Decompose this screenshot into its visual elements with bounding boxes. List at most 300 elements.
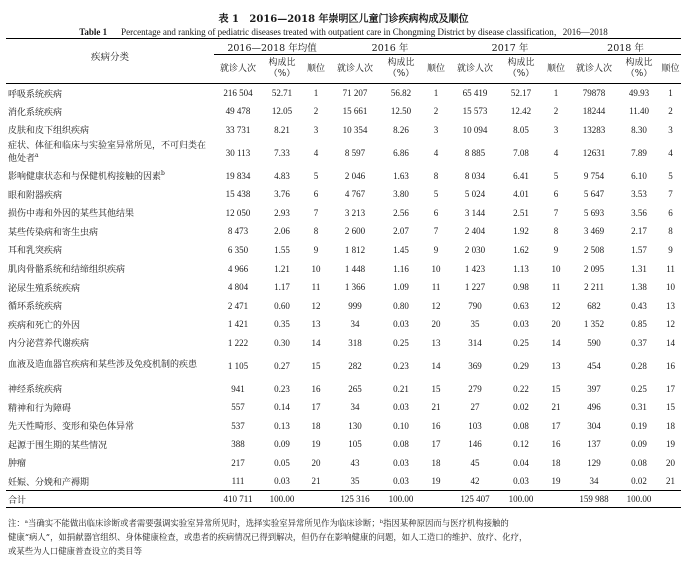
ratio-cell: 2.93: [274, 207, 290, 218]
visits-cell: 1 812: [344, 244, 366, 255]
visits-cell: 4 804: [227, 282, 249, 293]
disease-name-text: 循环系统疾病: [8, 302, 63, 313]
ratio-cell: 52.71: [271, 88, 293, 99]
disease-name: [6, 296, 214, 315]
visits-cell: 9 754: [583, 170, 605, 181]
ratio-cell: 12.05: [271, 106, 293, 117]
disease-name: [6, 472, 214, 491]
ratio-cell: 0.08: [393, 439, 409, 450]
rank-cell: 6: [553, 189, 559, 200]
visits-cell: 2 508: [583, 244, 605, 255]
rank-cell: 1: [553, 88, 559, 99]
ratio-cell: 2.51: [513, 207, 529, 218]
visits-cell: 125 316: [340, 494, 370, 505]
visits-cell: 5 693: [583, 207, 605, 218]
ratio-cell: 0.12: [513, 439, 529, 450]
footnote-line: 健康“病人”，如捐献器官组织、身体健康检查，或患者的疾病情况已得到解决，但仍存在影响健康的问题，如人工造口的维护、放疗、化疗，: [8, 532, 528, 542]
visits-cell: 1 366: [344, 282, 366, 293]
visits-cell: 105: [348, 439, 362, 450]
ratio-cell: 0.02: [513, 402, 529, 413]
group-header-2016: 2016 年: [330, 39, 450, 55]
disease-name-text: 内分泌营养代谢疾病: [8, 339, 90, 350]
ratio-cell: 0.09: [274, 439, 290, 450]
rank-cell: 4: [313, 147, 319, 158]
ratio-cell: 4.83: [274, 170, 290, 181]
rank-cell: 14: [311, 337, 321, 348]
visits-cell: 388: [231, 439, 245, 450]
table-row: [6, 416, 681, 435]
col-header-ratio: 构成比（%）: [625, 58, 653, 79]
visits-cell: 65 419: [462, 88, 488, 99]
table-row: [6, 379, 681, 398]
disease-name: [6, 166, 214, 185]
ratio-cell: 52.17: [510, 88, 532, 99]
footnote: [8, 516, 680, 558]
table-row: [6, 278, 681, 297]
rank-cell: 12: [311, 300, 321, 311]
disease-name-text: 眼和附器疾病: [8, 190, 63, 201]
table-title-en-text: Percentage and ranking of pediatric diseases treated with outpatient care in Chongming District by disease classification，2016—2018: [121, 27, 608, 37]
visits-cell: 2 211: [584, 282, 604, 293]
ratio-cell: 1.45: [393, 244, 409, 255]
ratio-cell: 0.09: [631, 439, 647, 450]
ratio-cell: 0.43: [631, 300, 647, 311]
ratio-cell: 2.06: [274, 226, 290, 237]
visits-cell: 34: [589, 476, 599, 487]
ratio-cell: 100.00: [508, 494, 534, 505]
rank-cell: 21: [431, 402, 441, 413]
rank-cell: 18: [551, 457, 561, 468]
rank-cell: 15: [666, 402, 676, 413]
table-row: [6, 121, 681, 140]
ratio-cell: 12.50: [390, 106, 412, 117]
visits-cell: 34: [350, 319, 360, 330]
disease-name-text: 妊娠、分娩和产褥期: [8, 477, 90, 488]
visits-cell: 35: [350, 476, 360, 487]
ratio-cell: 0.02: [631, 476, 647, 487]
visits-cell: 265: [348, 383, 362, 394]
visits-cell: 8 034: [464, 170, 486, 181]
ratio-cell: 0.03: [393, 319, 409, 330]
ratio-cell: 0.03: [513, 476, 529, 487]
rank-cell: 17: [431, 439, 441, 450]
visits-cell: 18244: [582, 106, 606, 117]
ratio-cell: 1.92: [513, 226, 529, 237]
visits-cell: 304: [587, 420, 601, 431]
rank-cell: 20: [551, 319, 561, 330]
ratio-cell: 100.00: [269, 494, 295, 505]
table-row: [6, 454, 681, 473]
ratio-cell: 3.53: [631, 189, 647, 200]
table-title-en: [0, 25, 687, 38]
visits-cell: 282: [348, 360, 362, 371]
table-row: [6, 398, 681, 417]
ratio-cell: 0.29: [513, 360, 529, 371]
rank-cell: 1: [313, 88, 319, 99]
rank-cell: 15: [311, 360, 321, 371]
ratio-cell: 2.17: [631, 226, 647, 237]
footnote-marker: b: [161, 170, 165, 178]
group-header-avg: 2016—2018 年均值: [214, 39, 330, 55]
rank-cell: 11: [431, 282, 441, 293]
visits-cell: 1 352: [583, 319, 605, 330]
visits-cell: 590: [587, 337, 601, 348]
ratio-cell: 7.33: [274, 147, 290, 158]
disease-name-text: 先天性畸形、变形和染色体异常: [8, 422, 135, 433]
rank-cell: 12: [431, 300, 441, 311]
visits-cell: 2 046: [344, 170, 366, 181]
group-header-2017: 2017 年: [450, 39, 570, 55]
visits-cell: 45: [470, 457, 480, 468]
ratio-cell: 0.04: [513, 457, 529, 468]
visits-cell: 217: [231, 457, 245, 468]
rank-cell: [422, 491, 450, 508]
rank-cell: 21: [551, 402, 561, 413]
rank-cell: 2: [668, 106, 673, 117]
ratio-cell: 3.76: [274, 189, 290, 200]
rank-cell: 21: [311, 476, 321, 487]
ratio-cell: 0.08: [631, 457, 647, 468]
visits-cell: 103: [468, 420, 482, 431]
rank-cell: 13: [551, 360, 561, 371]
visits-cell: 12 050: [225, 207, 251, 218]
rank-cell: 5: [313, 170, 319, 181]
col-header-rank: 顺位: [307, 63, 326, 74]
table-row: [6, 102, 681, 121]
ratio-cell: 0.14: [274, 402, 290, 413]
rank-cell: 9: [313, 244, 319, 255]
table-label-en: Table 1: [79, 27, 108, 37]
visits-cell: 1 423: [464, 263, 486, 274]
disease-name-text: 肌肉骨骼系统和结缔组织疾病: [8, 265, 126, 276]
visits-cell: 3 213: [344, 207, 366, 218]
visits-cell: 1 227: [464, 282, 486, 293]
visits-cell: 790: [468, 300, 482, 311]
rank-cell: 10: [431, 263, 441, 274]
ratio-cell: 0.25: [513, 337, 529, 348]
rank-cell: 1: [433, 88, 439, 99]
ratio-cell: 0.98: [513, 282, 529, 293]
visits-cell: 1 421: [227, 319, 249, 330]
ratio-cell: 2.07: [393, 226, 409, 237]
ratio-cell: 3.56: [631, 207, 647, 218]
ratio-cell: 0.25: [631, 383, 647, 394]
ratio-cell: 100.00: [626, 494, 652, 505]
table-row: [6, 472, 681, 491]
table-row: [6, 315, 681, 334]
visits-cell: 130: [348, 420, 362, 431]
rank-cell: 15: [551, 383, 561, 394]
rank-cell: 2: [553, 106, 559, 117]
rank-cell: 8: [668, 226, 673, 237]
visits-cell: 2 471: [227, 300, 249, 311]
rank-cell: 4: [553, 147, 559, 158]
col-header-rank: 顺位: [547, 63, 566, 74]
visits-cell: 12631: [582, 147, 606, 158]
disease-name-text: 神经系统疾病: [8, 385, 63, 396]
disease-name-text: 消化系统疾病: [8, 107, 63, 118]
rank-cell: 5: [553, 170, 559, 181]
ratio-cell: 2.56: [393, 207, 409, 218]
visits-cell: 496: [587, 402, 601, 413]
visits-cell: 42: [470, 476, 480, 487]
rank-cell: 9: [553, 244, 559, 255]
visits-cell: 941: [231, 383, 245, 394]
visits-cell: 2 030: [464, 244, 486, 255]
group-header-2018: 2018 年: [570, 39, 681, 55]
visits-cell: 3 144: [464, 207, 486, 218]
ratio-cell: 1.55: [274, 244, 290, 255]
rank-cell: 2: [313, 106, 319, 117]
visits-cell: 1 105: [227, 360, 249, 371]
ratio-cell: 6.86: [393, 147, 409, 158]
visits-cell: 4 767: [344, 189, 366, 200]
visits-cell: 1 222: [227, 337, 249, 348]
visits-cell: 111: [231, 476, 245, 487]
visits-cell: 318: [348, 337, 362, 348]
ratio-cell: 0.25: [393, 337, 409, 348]
visits-cell: 8 597: [344, 147, 366, 158]
rank-cell: 13: [666, 300, 676, 311]
rank-cell: 19: [311, 439, 321, 450]
ratio-cell: 0.22: [513, 383, 529, 394]
ratio-cell: 1.62: [513, 244, 529, 255]
rank-cell: 2: [433, 106, 439, 117]
ratio-cell: 0.27: [274, 360, 290, 371]
disease-name: [6, 84, 214, 103]
visits-cell: 279: [468, 383, 482, 394]
rank-cell: 7: [433, 226, 439, 237]
ratio-cell: 1.38: [631, 282, 647, 293]
rank-cell: 6: [433, 207, 439, 218]
disease-name: [6, 352, 214, 379]
ratio-cell: 0.19: [631, 420, 647, 431]
table-row: [6, 334, 681, 353]
ratio-cell: 0.03: [513, 319, 529, 330]
ratio-cell: 0.13: [274, 420, 290, 431]
disease-name: [6, 139, 214, 166]
visits-cell: 79878: [582, 88, 606, 99]
disease-name-text: 症状、体征和临床与实验室异常所见，不可归类在他处者: [8, 140, 207, 165]
ratio-cell: 1.31: [631, 263, 647, 274]
col-header-rank: 顺位: [427, 63, 446, 74]
visits-cell: 10 094: [462, 124, 488, 135]
rank-cell: 1: [668, 88, 673, 99]
footnote-line: 注：ᵃ当确实不能做出临床诊断或者需要强调实验室异常所见时，选择实验室异常所见作为临床诊断；ᵇ指因某种原因而与医疗机构接触的: [8, 518, 509, 528]
visits-cell: 682: [587, 300, 601, 311]
ratio-cell: 100.00: [388, 494, 414, 505]
visits-cell: 4 966: [227, 263, 249, 274]
disease-name: [6, 379, 214, 398]
table-row: [6, 222, 681, 241]
ratio-cell: 11.40: [629, 106, 649, 117]
disease-name-text: 精神和行为障碍: [8, 403, 72, 414]
visits-cell: 15 661: [342, 106, 368, 117]
disease-name-text: 血液及造血器官疾病和某些涉及免疫机制的疾患: [8, 360, 198, 371]
rank-cell: 10: [666, 282, 676, 293]
col-header-visits: 就诊人次: [576, 63, 613, 74]
ratio-cell: 8.05: [513, 124, 529, 135]
rank-cell: 3: [553, 124, 559, 135]
ratio-cell: 6.10: [631, 170, 647, 181]
ratio-cell: 7.89: [631, 147, 647, 158]
ratio-cell: 1.09: [393, 282, 409, 293]
ratio-cell: 7.08: [513, 147, 529, 158]
ratio-cell: 12.42: [510, 106, 532, 117]
rank-cell: 16: [431, 420, 441, 431]
rank-cell: 6: [313, 189, 319, 200]
table-title-cn: [0, 10, 687, 25]
rank-cell: 20: [666, 457, 676, 468]
table-row: [6, 185, 681, 204]
rank-cell: 19: [551, 476, 561, 487]
rank-cell: 7: [668, 189, 673, 200]
visits-cell: 5 024: [464, 189, 486, 200]
visits-cell: 314: [468, 337, 482, 348]
disease-name-text: 泌尿生殖系统疾病: [8, 283, 81, 294]
rank-cell: 10: [551, 263, 561, 274]
visits-cell: 19 834: [225, 170, 251, 181]
col-header-ratio: 构成比（%）: [268, 58, 296, 79]
visits-cell: 999: [348, 300, 362, 311]
ratio-cell: 56.82: [390, 88, 412, 99]
rank-cell: 18: [431, 457, 441, 468]
rank-cell: 8: [553, 226, 559, 237]
visits-cell: 129: [587, 457, 601, 468]
rank-cell: 9: [668, 244, 673, 255]
footnote-line: 或某些为人口健康普查设立的类目等: [8, 546, 142, 556]
visits-cell: 34: [350, 402, 360, 413]
col-header-category: 疾病分类: [6, 39, 214, 84]
rank-cell: 3: [433, 124, 439, 135]
visits-cell: 13283: [582, 124, 606, 135]
ratio-cell: 0.03: [393, 457, 409, 468]
rank-cell: 17: [666, 383, 676, 394]
rank-cell: 7: [553, 207, 559, 218]
rank-cell: 4: [433, 147, 439, 158]
ratio-cell: 0.23: [274, 383, 290, 394]
ratio-cell: 3.80: [393, 189, 409, 200]
rank-cell: [302, 491, 330, 508]
rank-cell: 8: [313, 226, 319, 237]
ratio-cell: 0.10: [393, 420, 409, 431]
visits-cell: 410 711: [223, 494, 253, 505]
disease-name-text: 某些传染病和寄生虫病: [8, 227, 99, 238]
ratio-cell: 0.08: [513, 420, 529, 431]
visits-cell: 454: [587, 360, 601, 371]
rank-cell: 12: [666, 319, 676, 330]
ratio-cell: 0.03: [393, 402, 409, 413]
disease-name-text: 疾病和死亡的外因: [8, 320, 81, 331]
visits-cell: 33 731: [225, 124, 251, 135]
rank-cell: 14: [551, 337, 561, 348]
visits-cell: 6 350: [227, 244, 249, 255]
rank-cell: [542, 491, 570, 508]
rank-cell: 10: [311, 263, 321, 274]
disease-name-text: 损伤中毒和外因的某些其他结果: [8, 209, 135, 220]
col-header-visits: 就诊人次: [337, 63, 374, 74]
ratio-cell: 8.21: [274, 124, 290, 135]
visits-cell: 35: [470, 319, 480, 330]
rank-cell: 4: [668, 147, 673, 158]
rank-cell: 13: [311, 319, 321, 330]
visits-cell: 27: [470, 402, 480, 413]
rank-cell: 5: [433, 189, 439, 200]
visits-cell: 137: [587, 439, 601, 450]
rank-cell: 16: [666, 360, 676, 371]
ratio-cell: 0.28: [631, 360, 647, 371]
disease-name-text: 合计: [8, 495, 27, 506]
rank-cell: 19: [666, 439, 676, 450]
visits-cell: 369: [468, 360, 482, 371]
disease-name: [6, 121, 214, 140]
rank-cell: 3: [668, 124, 673, 135]
ratio-cell: 1.57: [631, 244, 647, 255]
ratio-cell: 1.21: [274, 263, 290, 274]
ratio-cell: 0.23: [393, 360, 409, 371]
rank-cell: 16: [551, 439, 561, 450]
visits-cell: 43: [350, 457, 360, 468]
visits-cell: 159 988: [579, 494, 609, 505]
table-row: [6, 435, 681, 454]
visits-cell: 8 885: [464, 147, 486, 158]
disease-name: [6, 334, 214, 353]
disease-name-text: 呼吸系统疾病: [8, 89, 63, 100]
col-header-visits: 就诊人次: [219, 63, 256, 74]
table-row: [6, 296, 681, 315]
col-header-visits: 就诊人次: [457, 63, 494, 74]
table-row: [6, 139, 681, 166]
disease-name: [6, 185, 214, 204]
disease-name-text: 影响健康状态和与保健机构接触的因素: [8, 172, 162, 183]
disease-name: [6, 241, 214, 260]
visits-cell: 146: [468, 439, 482, 450]
rank-cell: 11: [311, 282, 321, 293]
ratio-cell: 1.63: [393, 170, 409, 181]
disease-name-text: 起源于围生期的某些情况: [8, 440, 108, 451]
visits-cell: 49 478: [225, 106, 251, 117]
rank-cell: 14: [666, 337, 676, 348]
rank-cell: 13: [431, 337, 441, 348]
ratio-cell: 0.31: [631, 402, 647, 413]
disease-name: [6, 398, 214, 417]
disease-name: [6, 222, 214, 241]
ratio-cell: 0.03: [393, 476, 409, 487]
footnote-marker: a: [35, 152, 39, 160]
visits-cell: 1 448: [344, 263, 366, 274]
rank-cell: 8: [433, 170, 439, 181]
table-title-cn-text: 2016—2018 年崇明区儿童门诊疾病构成及顺位: [249, 14, 469, 25]
ratio-cell: 1.17: [274, 282, 290, 293]
disease-name: [6, 203, 214, 222]
table-label-cn: 表 1: [218, 14, 239, 25]
visits-cell: 397: [587, 383, 601, 394]
visits-cell: 15 438: [225, 189, 251, 200]
rank-cell: 20: [431, 319, 441, 330]
disease-name-text: 耳和乳突疾病: [8, 246, 63, 257]
disease-name: [6, 491, 214, 508]
col-header-ratio: 构成比（%）: [507, 58, 535, 79]
ratio-cell: 0.85: [631, 319, 647, 330]
visits-cell: 8 473: [227, 226, 249, 237]
rank-cell: 11: [666, 263, 675, 274]
visits-cell: 71 207: [342, 88, 368, 99]
ratio-cell: 0.21: [393, 383, 409, 394]
disease-name-text: 皮肤和皮下组织疾病: [8, 126, 90, 137]
visits-cell: 10 354: [342, 124, 368, 135]
ratio-cell: 1.13: [513, 263, 529, 274]
rank-cell: 15: [431, 383, 441, 394]
